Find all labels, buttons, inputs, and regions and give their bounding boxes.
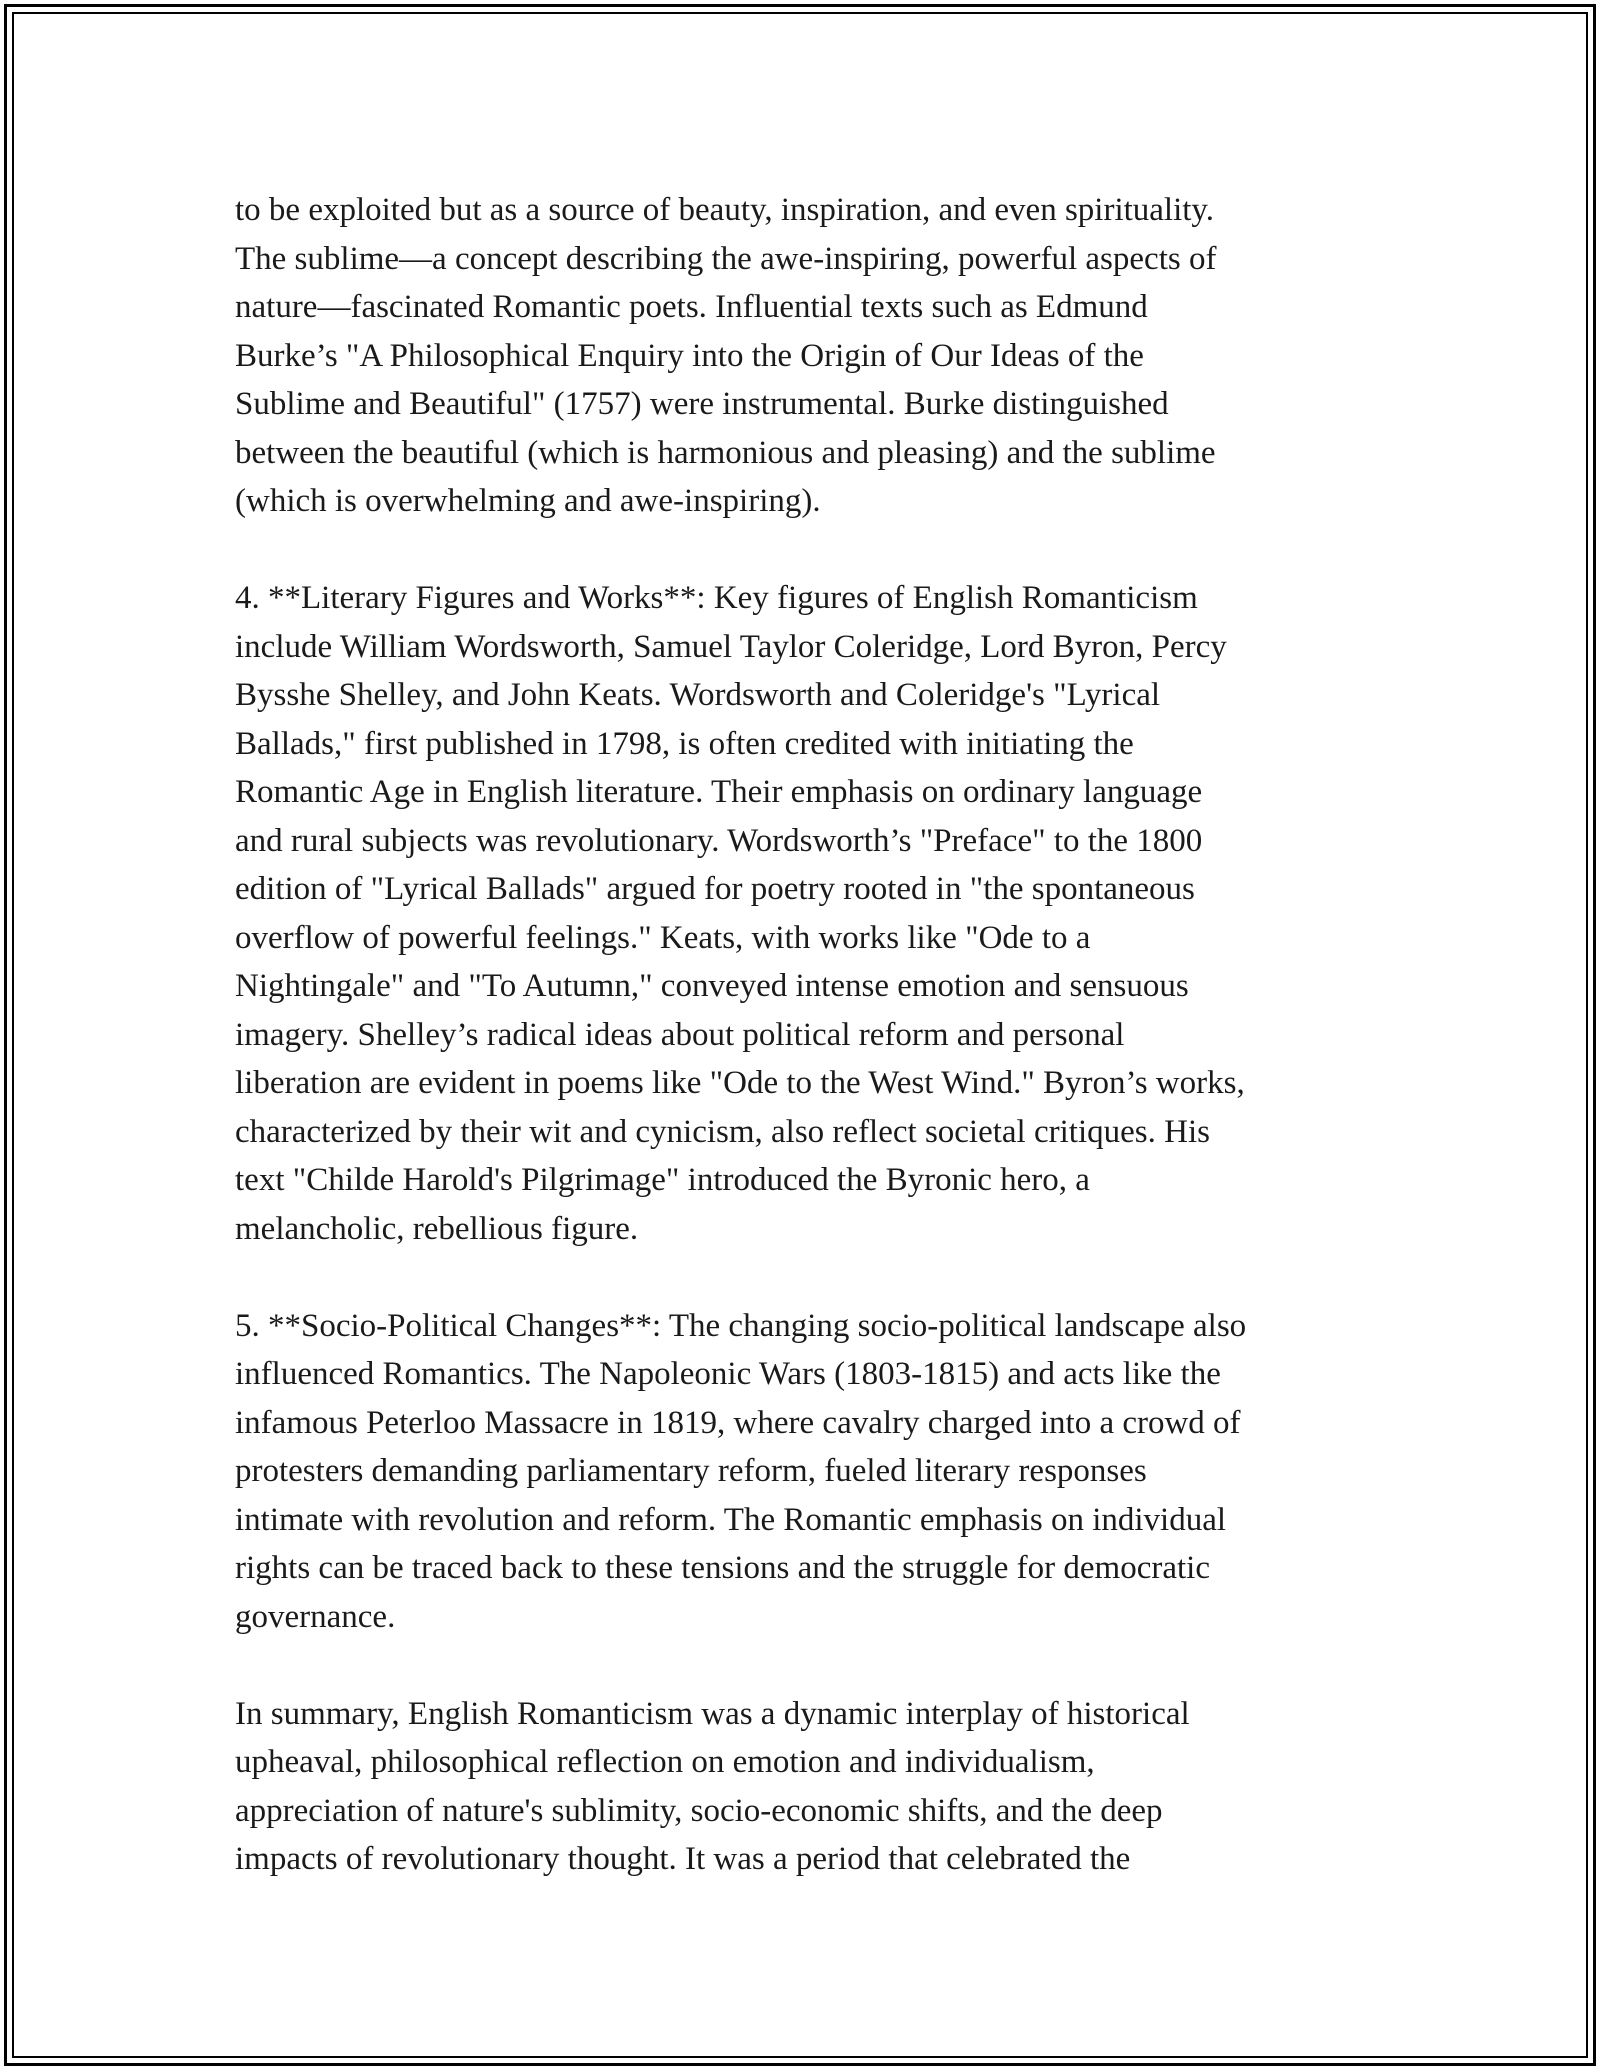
document-body	[235, 186, 1375, 1884]
paragraph-summary: In summary, English Romanticism was a dynamic interplay of historical upheaval, philosophical reflection on emotion and individualism, appreciation of nature's sublimity, socio-economic shifts, and the deep impacts of revolutionary thought. It was a period that celebrated the	[235, 1695, 1190, 1877]
paragraph-nature-sublime: to be exploited but as a source of beauty, inspiration, and even spirituality. The sublime—a concept describing the awe-inspiring, powerful aspects of nature—fascinated Romantic poets. Influential texts such as Edmund Burke’s "A Philosophical Enquiry into the Origin of Our Ideas of the Sublime and Beautiful" (1757) were instrumental. Burke distinguished between the beautiful (which is harmonious and pleasing) and the sublime (which is overwhelming and awe-inspiring).	[235, 192, 1217, 519]
paragraph-literary-figures: 4. **Literary Figures and Works**: Key figures of English Romanticism include William Wordsworth, Samuel Taylor Coleridge, Lord Byron, Percy Bysshe Shelley, and John Keats. Wordsworth and Coleridge's "Lyrical Ballads," first published in 1798, is often credited with initiating the Romantic Age in English literature. Their emphasis on ordinary language and rural subjects was revolutionary. Wordsworth’s "Preface" to the 1800 edition of "Lyrical Ballads" argued for poetry rooted in "the spontaneous overflow of powerful feelings." Keats, with works like "Ode to a Nightingale" and "To Autumn," conveyed intense emotion and sensuous imagery. Shelley’s radical ideas about political reform and personal liberation are evident in poems like "Ode to the West Wind." Byron’s works, characterized by their wit and cynicism, also reflect societal critiques. His text "Childe Harold's Pilgrimage" introduced the Byronic hero, a melancholic, rebellious figure.	[235, 580, 1245, 1247]
paragraph-socio-political: 5. **Socio-Political Changes**: The changing socio-political landscape also influenced Romantics. The Napoleonic Wars (1803-1815) and acts like the infamous Peterloo Massacre in 1819, where cavalry charged into a crowd of protesters demanding parliamentary reform, fueled literary responses intimate with revolution and reform. The Romantic emphasis on individual rights can be traced back to these tensions and the struggle for democratic governance.	[235, 1307, 1247, 1635]
